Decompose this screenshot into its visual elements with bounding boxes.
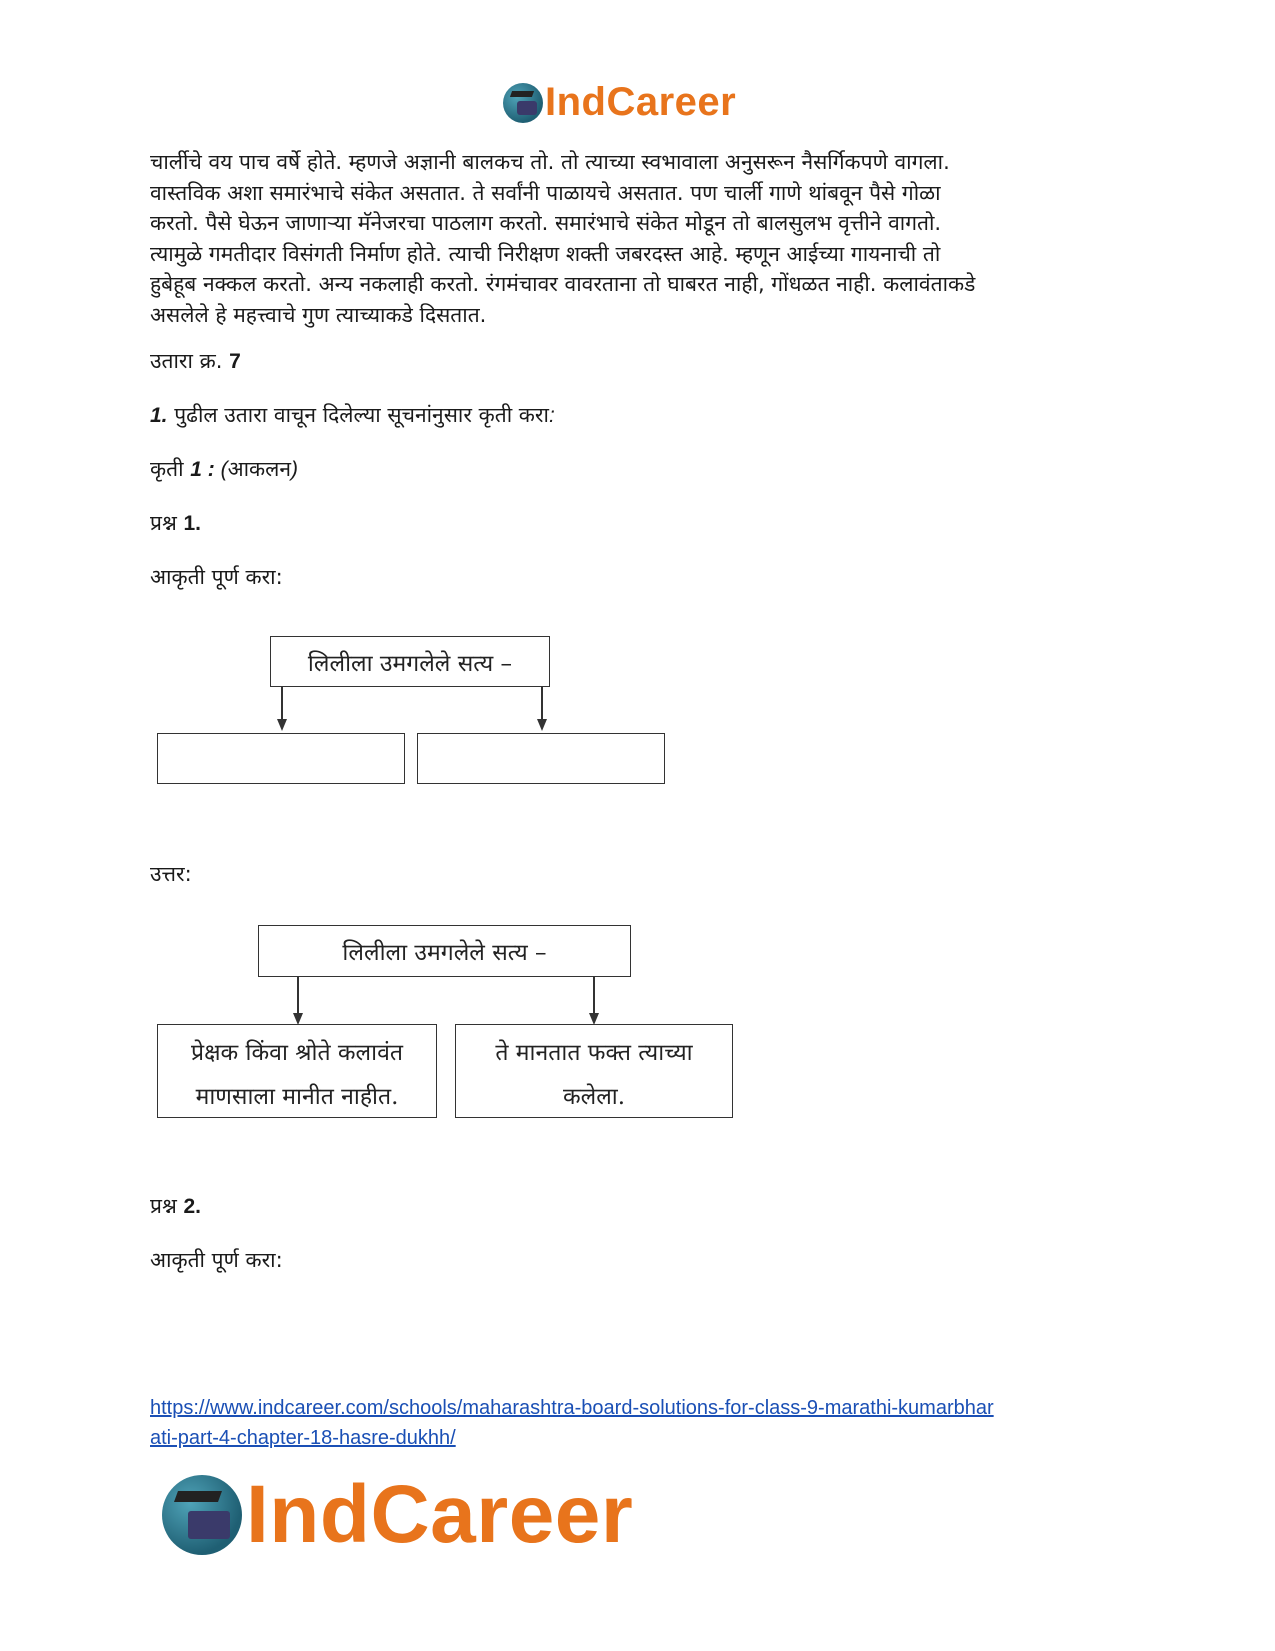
paragraph-line: करतो. पैसे घेऊन जाणाऱ्या मॅनेजरचा पाठलाग करतो. समारंभाचे संकेत मोडून तो बालसुलभ वृत्तीने वागतो. [150,211,942,235]
connector-line [541,687,543,721]
question-label: प्रश्न [150,1194,184,1218]
left-box-line-1: प्रेक्षक किंवा श्रोते कलावंत [190,1040,403,1066]
activity-close: ) [291,458,299,481]
right-box-line-1: ते मानतात फक्त त्याच्या [495,1040,693,1066]
indcareer-logo-top [503,80,736,125]
question-number: 1. [183,512,201,535]
graduation-cap-book-icon [503,83,543,123]
activity-open: ( [214,458,228,481]
answer-label: उत्तर: [150,862,192,886]
instruction-text: पुढील उतारा वाचून दिलेल्या सूचनांनुसार कृती करा [167,403,549,427]
activity-label: कृती [150,457,191,481]
paragraph-line: वास्तविक अशा समारंभाचे संकेत असतात. ते सर्वांनी पाळायचे असतात. पण चार्ली गाणे थांबवून पैसे गोळा [150,180,941,205]
link-line-1[interactable]: https://www.indcareer.com/schools/maharashtra-board-solutions-for-class-9-marathi-kumarbhar [150,1397,994,1419]
instruction-number: 1. [150,404,168,427]
right-box-line-2: कलेला. [562,1084,626,1110]
connector-line [297,977,299,1017]
instruction [150,401,555,429]
diagram-right-box [455,1024,733,1118]
paragraph-line: चार्लीचे वय पाच वर्षे होते. म्हणजे अज्ञानी बालकच तो. तो त्याच्या स्वभावाला अनुसरून नैसर्गिकपणे वागला. [150,150,950,174]
question-2-prompt: आकृती पूर्ण करा: [150,1248,283,1272]
diagram-top-box: लिलीला उमगलेले सत्य – [258,925,631,977]
paragraph-line: असलेले हे महत्त्वाचे गुण त्याच्याकडे दिसतात. [150,302,487,327]
diagram-left-box [157,1024,437,1118]
diagram-right-box [417,733,665,784]
logo-text: IndCareer [545,80,737,124]
passage-number: 7 [229,350,241,373]
arrow-down-icon [277,719,287,731]
source-link[interactable] [150,1393,994,1453]
passage-label: उतारा क्र. [150,349,223,373]
question-label: प्रश्न [150,511,184,535]
link-line-2[interactable]: ati-part-4-chapter-18-hasre-dukhh/ [150,1427,456,1449]
question-1-heading [150,509,201,537]
question-number: 2. [183,1195,201,1218]
activity-heading [150,455,298,483]
diagram-left-box [157,733,405,784]
connector-line [593,977,595,1017]
connector-line [281,687,283,721]
indcareer-logo-bottom [162,1468,633,1562]
left-box-line-2: माणसाला मानीत नाहीत. [195,1084,399,1110]
activity-number: 1 : [190,458,215,481]
paragraph-line: हुबेहूब नक्कल करतो. अन्य नकलाही करतो. रंगमंचावर वावरताना तो घाबरत नाही, गोंधळत नाही. कलावंताकडे [150,272,976,296]
question-2-heading [150,1192,201,1220]
passage-heading [150,347,241,375]
instruction-colon: : [548,404,555,427]
paragraph-line: त्यामुळे गमतीदार विसंगती निर्माण होते. त्याची निरीक्षण शक्ती जबरदस्त आहे. म्हणून आईच्या गायनाची तो [150,241,941,266]
graduation-cap-book-icon [162,1475,242,1555]
arrow-down-icon [537,719,547,731]
passage-paragraph [150,147,1120,330]
logo-text: IndCareer [246,1469,634,1560]
diagram-top-box: लिलीला उमगलेले सत्य – [270,636,550,687]
question-1-prompt: आकृती पूर्ण करा: [150,565,283,589]
activity-name: आकलन [227,457,292,481]
